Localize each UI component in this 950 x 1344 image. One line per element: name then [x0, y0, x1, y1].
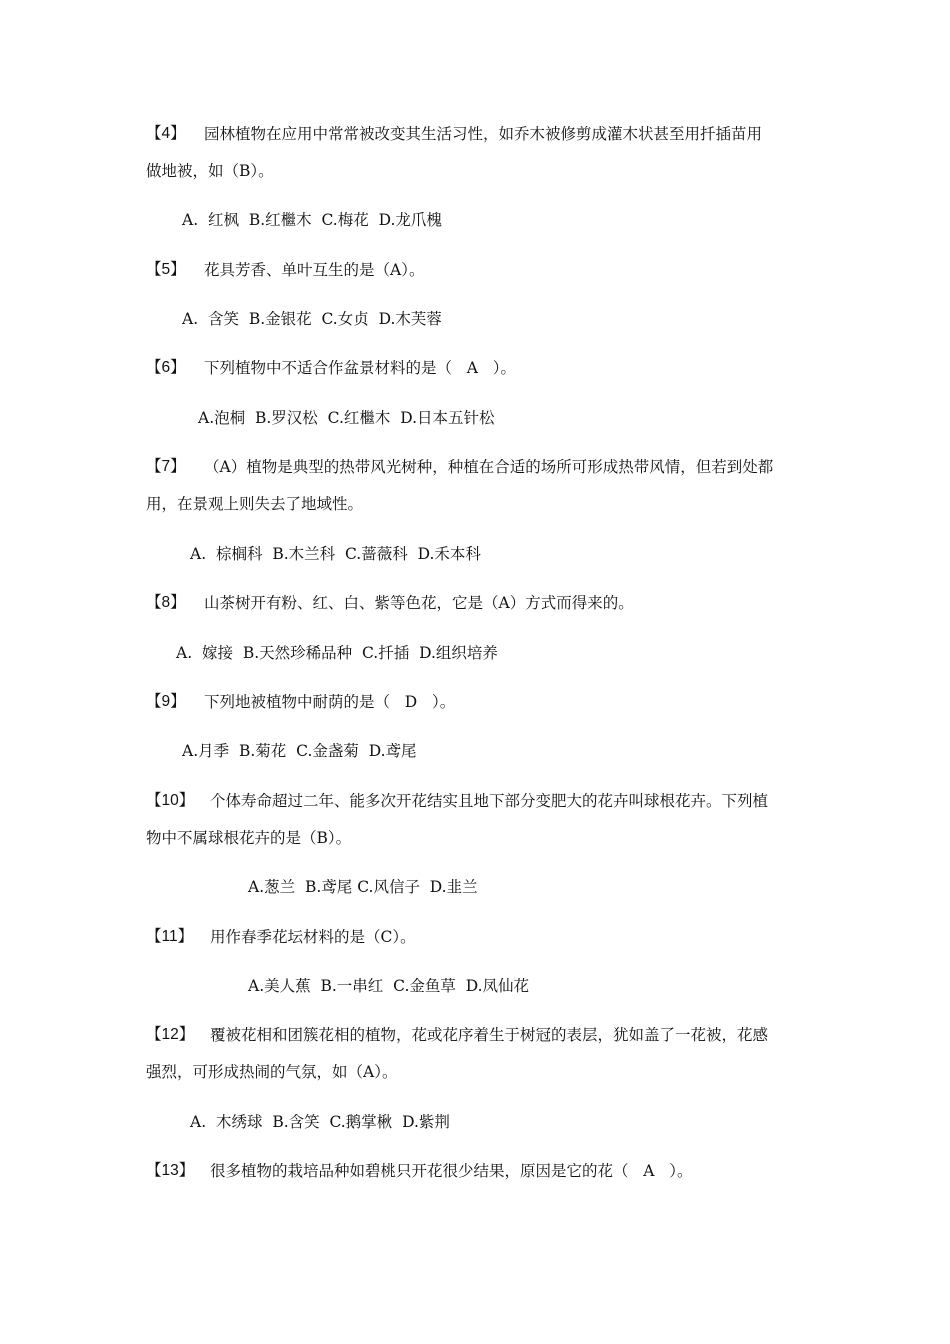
- question-number: 【7】: [146, 458, 186, 475]
- question-options: A. 棕榈科 B.木兰科 C.蔷薇科 D.禾本科: [190, 545, 481, 563]
- question-number: 【5】: [146, 261, 186, 278]
- question-options: A. 木绣球 B.含笑 C.鹅掌楸 D.紫荆: [190, 1113, 450, 1131]
- question-number: 【13】: [146, 1162, 195, 1179]
- question-text: 下列植物中不适合作盆景材料的是（ A ）。: [204, 359, 517, 377]
- question-text: （A）植物是典型的热带风光树种，种植在合适的场所可形成热带风情，但若到处都: [204, 458, 774, 476]
- question-options: A. 嫁接 B.天然珍稀品种 C.扦插 D.组织培养: [176, 644, 498, 662]
- question-text: 很多植物的栽培品种如碧桃只开花很少结果，原因是它的花（ A ）。: [210, 1162, 693, 1180]
- question-text: 个体寿命超过二年、能多次开花结实且地下部分变肥大的花卉叫球根花卉。下列植: [210, 792, 769, 810]
- question-text: 园林植物在应用中常常被改变其生活习性，如乔木被修剪成灌木状甚至用扦插苗用: [204, 125, 763, 143]
- question-text: 用，在景观上则失去了地域性。: [146, 495, 364, 513]
- question-text: 花具芳香、单叶互生的是（A）。: [204, 261, 425, 279]
- question-text: 覆被花相和团簇花相的植物，花或花序着生于树冠的表层，犹如盖了一花被，花感: [210, 1026, 769, 1044]
- question-options: A. 红枫 B.红檵木 C.梅花 D.龙爪槐: [182, 211, 442, 229]
- question-number: 【9】: [146, 693, 186, 710]
- question-number: 【12】: [146, 1026, 195, 1043]
- question-options: A.泡桐 B.罗汉松 C.红檵木 D.日本五针松: [198, 409, 495, 427]
- question-text: 强烈，可形成热闹的气氛，如（A）。: [146, 1063, 398, 1081]
- question-text: 做地被，如（B）。: [146, 162, 274, 180]
- question-options: A.月季 B.菊花 C.金盏菊 D.鸢尾: [182, 742, 417, 760]
- question-options: A. 含笑 B.金银花 C.女贞 D.木芙蓉: [182, 310, 442, 328]
- question-number: 【4】: [146, 125, 186, 142]
- question-text: 用作春季花坛材料的是（C）。: [210, 928, 416, 946]
- question-number: 【8】: [146, 594, 186, 611]
- question-number: 【10】: [146, 792, 195, 809]
- question-number: 【6】: [146, 359, 186, 376]
- question-text: 下列地被植物中耐荫的是（ D ）。: [204, 693, 456, 711]
- question-text: 物中不属球根花卉的是（B）。: [146, 829, 352, 847]
- question-options: A.美人蕉 B.一串红 C.金鱼草 D.凤仙花: [248, 977, 530, 995]
- question-text: 山茶树开有粉、红、白、紫等色花，它是（A）方式而得来的。: [204, 594, 634, 612]
- question-number: 【11】: [146, 928, 194, 945]
- question-options: A.葱兰 B.鸢尾 C.风信子 D.韭兰: [248, 878, 478, 896]
